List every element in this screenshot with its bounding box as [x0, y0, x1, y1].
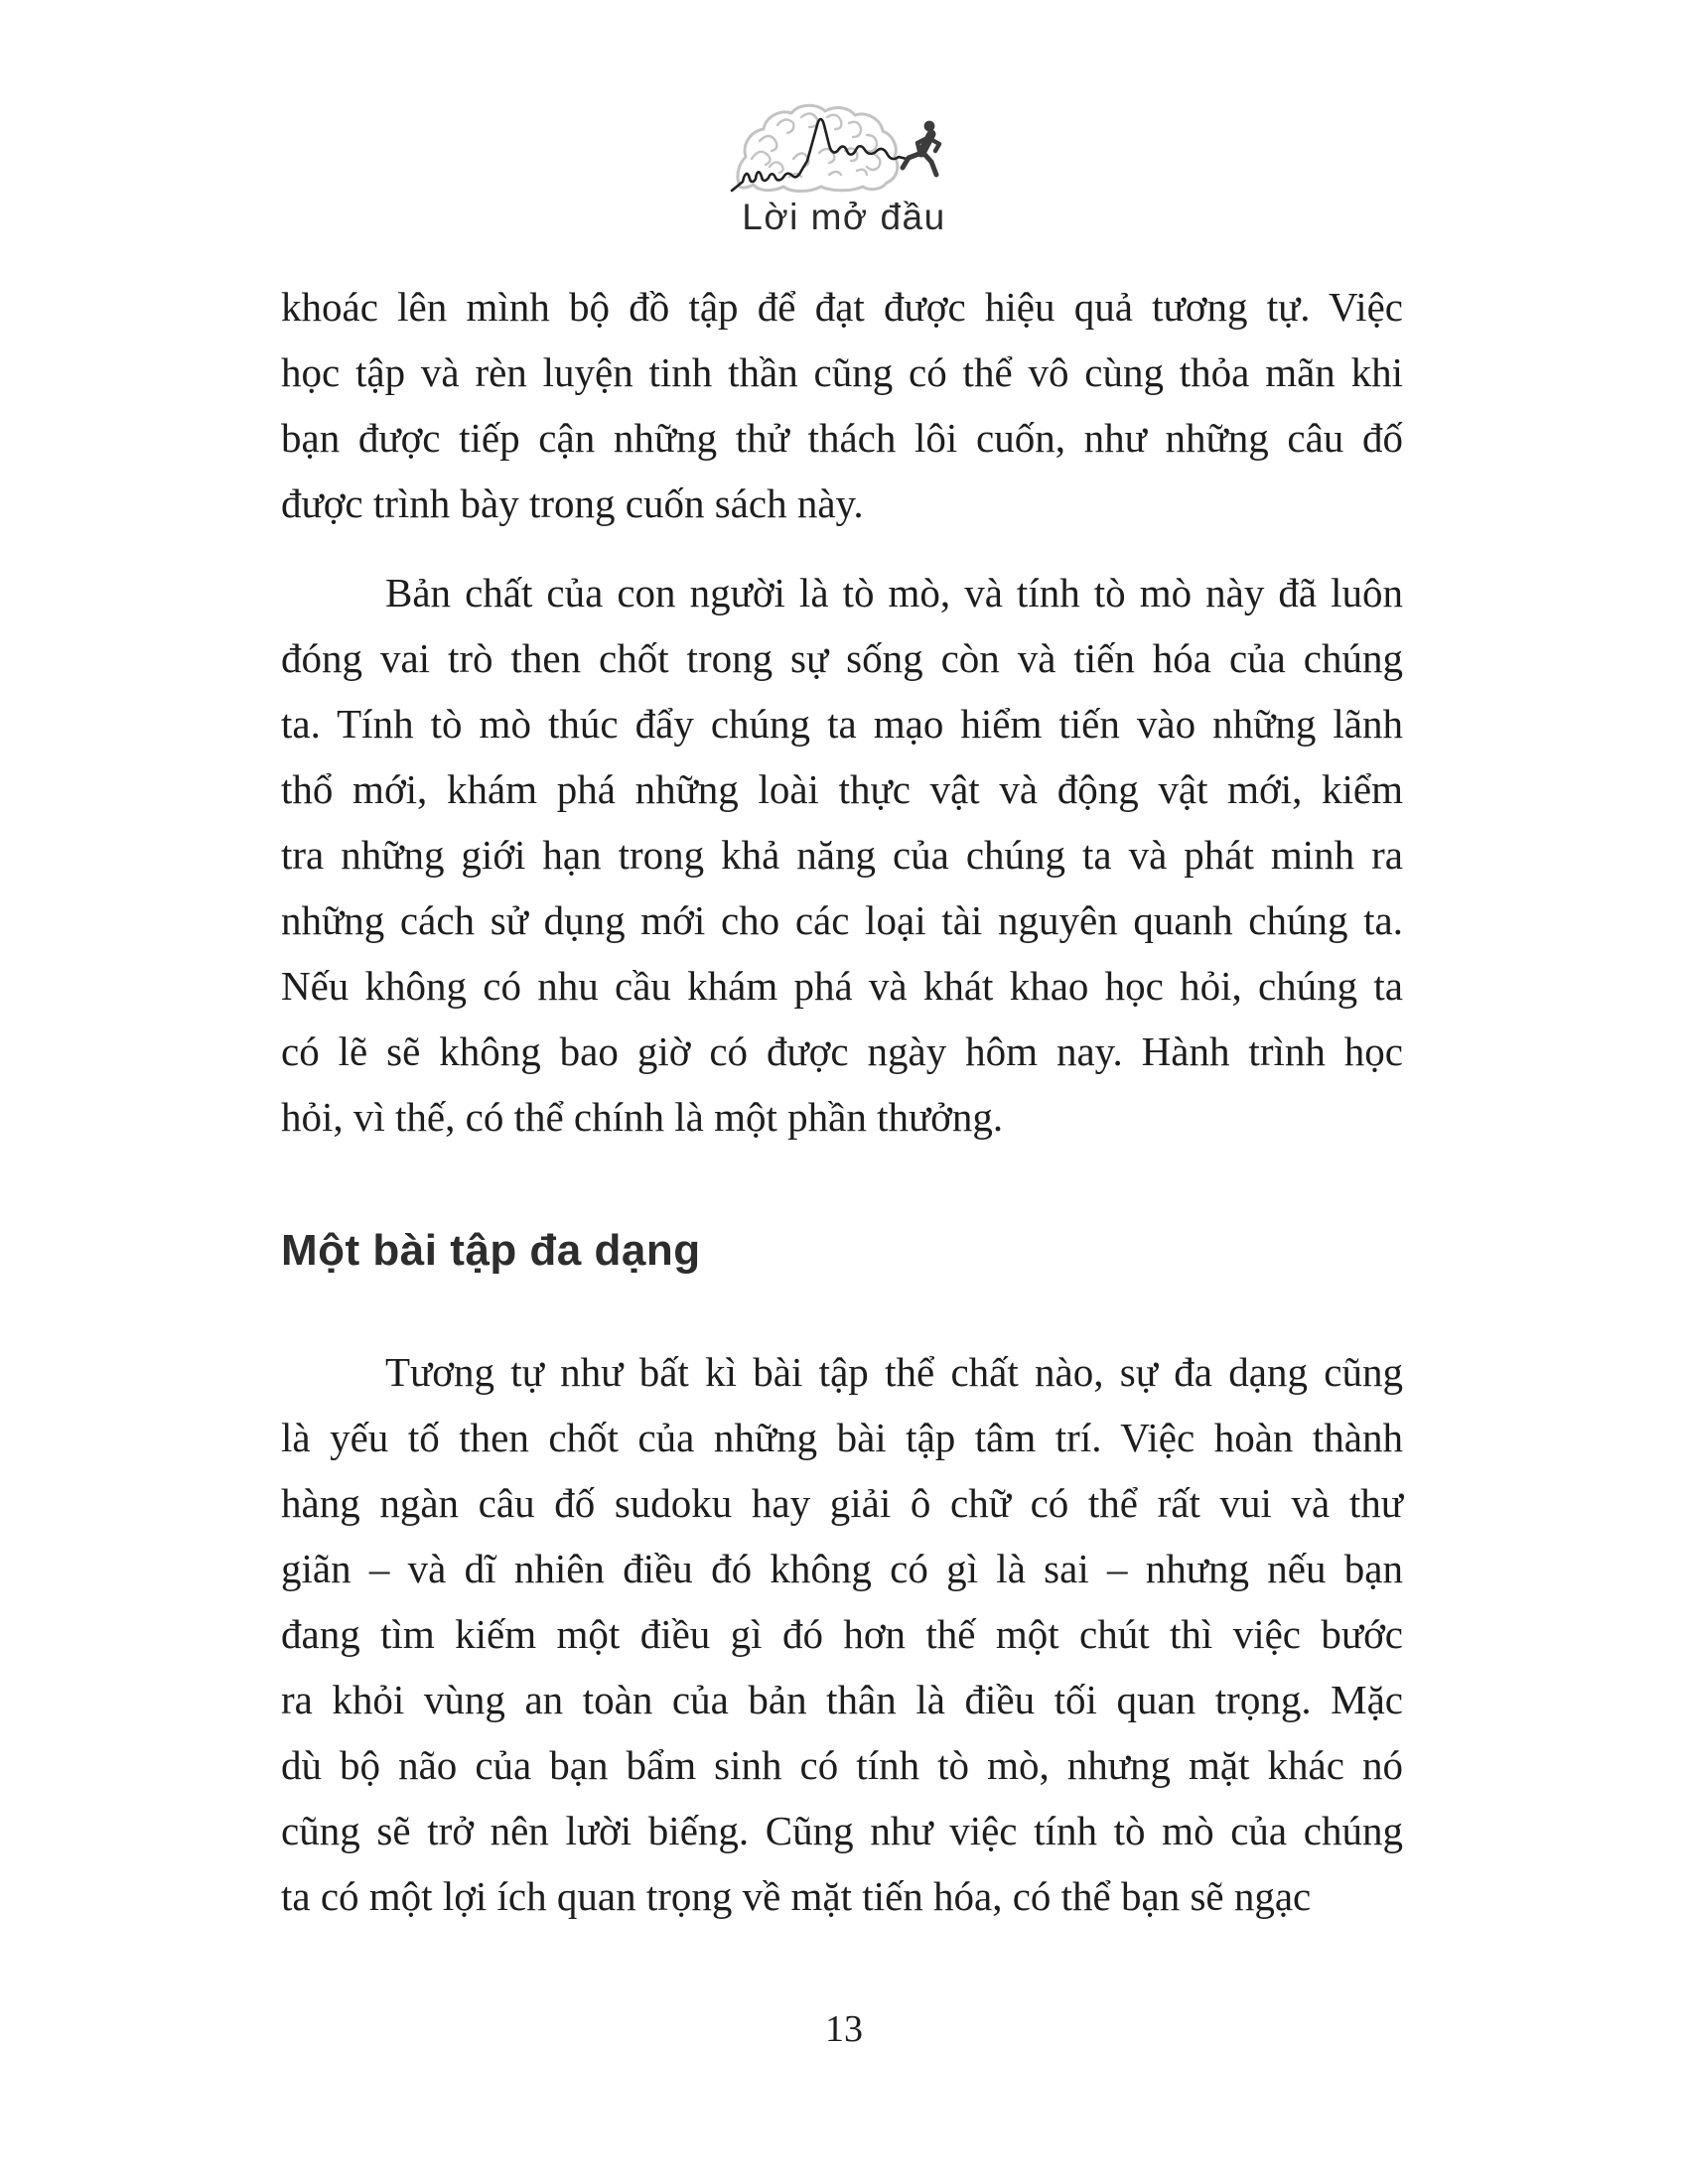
- text-line: thổ mới, khám phá những loài thực vật và động vật mới, kiểm: [281, 766, 1403, 812]
- brain-runner-illustration: [730, 103, 958, 195]
- text-line: đóng vai trò then chốt trong sự sống còn và tiến hóa của chúng: [281, 635, 1403, 681]
- text-line: ra khỏi vùng an toàn của bản thân là điều tối quan trọng. Mặc: [281, 1676, 1403, 1722]
- text-line: ta có một lợi ích quan trọng về mặt tiến hóa, có thể bạn sẽ ngạc: [281, 1872, 1312, 1919]
- section-heading: Một bài tập đa dạng: [281, 1226, 701, 1275]
- text-line: Nếu không có nhu cầu khám phá và khát khao học hỏi, chúng ta: [281, 963, 1403, 1009]
- text-line: Tương tự như bất kì bài tập thể chất nào, sự đa dạng cũng: [385, 1348, 1403, 1395]
- page-number: 13: [825, 2008, 863, 2050]
- runner-head: [924, 121, 935, 132]
- text-column: [281, 274, 1403, 1929]
- text-line: Bản chất của con người là tò mò, và tính tò mò này đã luôn: [385, 570, 1403, 615]
- text-line: đang tìm kiếm một điều gì đó hơn thế một chút thì việc bước: [281, 1610, 1403, 1657]
- paragraph: [281, 1339, 1403, 1929]
- paragraph: [281, 274, 1403, 536]
- text-line: bạn được tiếp cận những thử thách lôi cuốn, như những câu đố: [281, 415, 1403, 461]
- text-line: học tập và rèn luyện tinh thần cũng có thể vô cùng thỏa mãn khi: [281, 349, 1403, 395]
- text-line: ta. Tính tò mò thúc đẩy chúng ta mạo hiểm tiến vào những lãnh: [281, 701, 1403, 747]
- text-line: cũng sẽ trở nên lười biếng. Cũng như việc tính tò mò của chúng: [281, 1807, 1403, 1853]
- paragraph: [281, 560, 1403, 1150]
- text-line: những cách sử dụng mới cho các loại tài nguyên quanh chúng ta.: [281, 897, 1403, 943]
- chapter-title: Lời mở đầu: [742, 197, 946, 237]
- chapter-header: [0, 103, 1688, 238]
- text-line: là yếu tố then chốt của những bài tập tâm trí. Việc hoàn thành: [281, 1414, 1403, 1460]
- text-line: hàng ngàn câu đố sudoku hay giải ô chữ có thể rất vui và thư: [281, 1479, 1403, 1526]
- text-line: hỏi, vì thế, có thể chính là một phần thưởng.: [281, 1094, 1004, 1140]
- text-line: giãn – và dĩ nhiên điều đó không có gì là sai – nhưng nếu bạn: [281, 1545, 1403, 1591]
- text-line: dù bộ não của bạn bẩm sinh có tính tò mò, nhưng mặt khác nó: [281, 1741, 1403, 1788]
- text-line: được trình bày trong cuốn sách này.: [281, 480, 864, 526]
- text-line: có lẽ sẽ không bao giờ có được ngày hôm nay. Hành trình học: [281, 1028, 1403, 1074]
- text-line: tra những giới hạn trong khả năng của chúng ta và phát minh ra: [281, 832, 1403, 878]
- runner-icon: [903, 134, 939, 175]
- text-line: khoác lên mình bộ đồ tập để đạt được hiệu quả tương tự. Việc: [281, 284, 1403, 330]
